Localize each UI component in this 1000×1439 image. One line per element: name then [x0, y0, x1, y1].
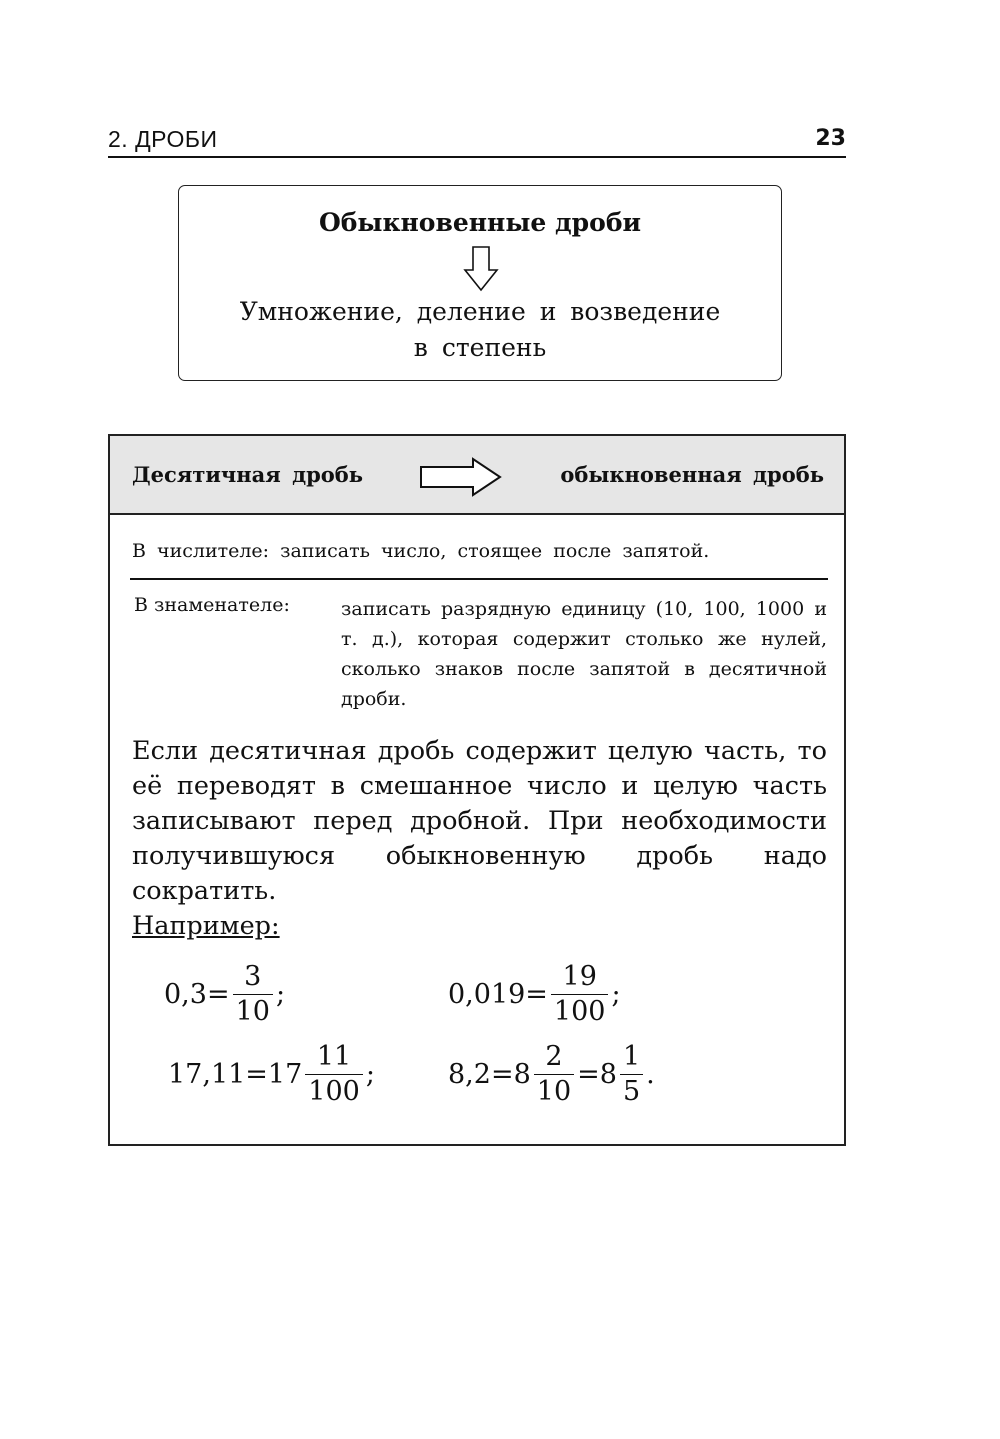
- denominator: 100: [305, 1074, 363, 1109]
- equals-sign: =: [577, 1059, 600, 1090]
- equation-lhs: 0,3: [164, 979, 207, 1010]
- denominator: 10: [233, 994, 273, 1029]
- header-to: обыкновенная дробь: [560, 462, 824, 487]
- down-arrow-outline-icon: [463, 246, 499, 292]
- fraction: [534, 1040, 574, 1109]
- denominator: 10: [534, 1074, 574, 1109]
- punctuation: ;: [365, 1059, 375, 1090]
- header-from: Десятичная дробь: [132, 462, 364, 487]
- numerator-rule: В числителе: записать число, стоящее после запятой.: [132, 540, 710, 562]
- numerator: 3: [244, 961, 262, 992]
- numerator: 2: [545, 1041, 563, 1072]
- main-rule-text: Если десятичная дробь содержит целую часть, то её переводят в смешанное число и целую часть записывают перед дробной. При необходимости получившуюся обыкновенную дробь надо сократить.: [132, 736, 827, 906]
- rule-header: [110, 436, 844, 515]
- numerator: 19: [562, 961, 597, 992]
- punctuation: .: [646, 1059, 655, 1090]
- equals-sign: =: [525, 979, 548, 1010]
- equals-sign: =: [245, 1059, 268, 1090]
- equals-sign: =: [206, 979, 230, 1010]
- denominator-text: записать разрядную единицу (10, 100, 1000 и т. д.), которая содержит столько же нулей, сколько знаков после запятой в десятичной дроби.: [341, 598, 827, 710]
- running-head: [108, 126, 846, 158]
- page-number: 23: [815, 126, 846, 151]
- whole-part: 8: [513, 1059, 531, 1090]
- denominator: 5: [620, 1074, 643, 1109]
- example-equation-4: [448, 1040, 655, 1109]
- denominator-label: В знаменателе:: [134, 594, 290, 616]
- section-title: 2. ДРОБИ: [108, 126, 218, 152]
- fraction: [620, 1040, 643, 1109]
- example-equation-3: [168, 1040, 375, 1109]
- topic-title: Обыкновенные дроби: [318, 208, 642, 237]
- topic-box: [178, 185, 782, 381]
- topic-subtitle-line1: Умножение, деление и возведение: [239, 297, 721, 326]
- denominator: 100: [551, 994, 609, 1029]
- punctuation: ;: [275, 979, 286, 1010]
- fraction: [305, 1040, 363, 1109]
- example-equation-2: [448, 960, 621, 1029]
- punctuation: ;: [611, 979, 621, 1010]
- whole-part: 17: [267, 1059, 303, 1090]
- equals-sign: =: [490, 1059, 514, 1090]
- rule-box: [108, 434, 846, 1146]
- topic-subtitle-line2: в степень: [413, 333, 547, 362]
- equation-lhs: 17,11: [168, 1059, 246, 1090]
- numerator: 1: [622, 1041, 641, 1072]
- equation-lhs: 0,019: [448, 979, 526, 1010]
- right-arrow-outline-icon: [419, 457, 503, 497]
- example-equation-1: [164, 960, 285, 1029]
- example-label: Например:: [132, 911, 280, 941]
- fraction: [233, 960, 273, 1029]
- equation-lhs: 8,2: [448, 1059, 491, 1090]
- divider: [130, 578, 828, 580]
- numerator: 11: [316, 1041, 352, 1072]
- fraction: [551, 960, 609, 1029]
- topic-subtitle: [179, 294, 781, 366]
- whole-part: 8: [599, 1059, 617, 1090]
